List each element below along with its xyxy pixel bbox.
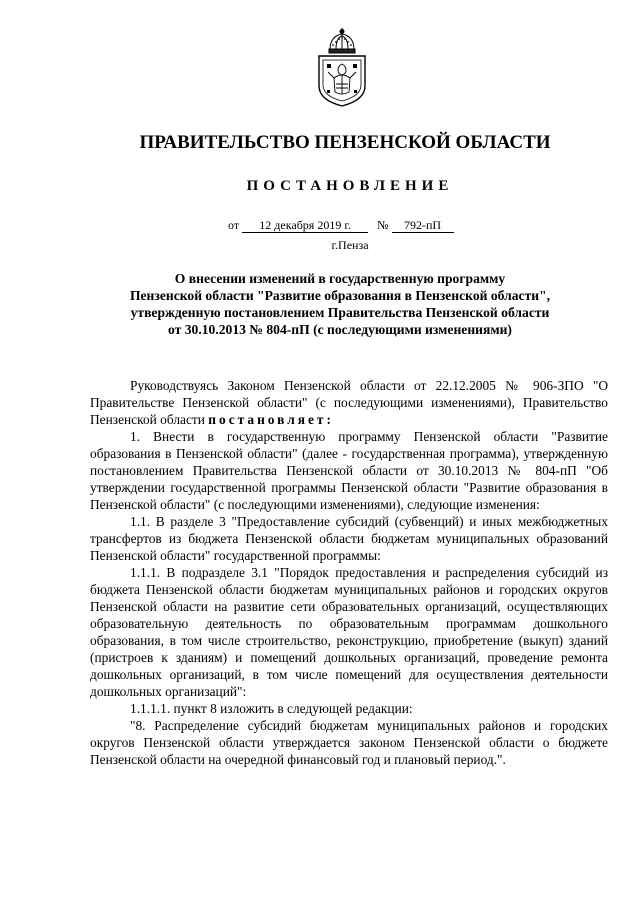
- date-prefix: от: [228, 218, 240, 232]
- title-line: утвержденную постановлением Правительства Пензенской области: [130, 305, 550, 320]
- document-city: г.Пенза: [331, 238, 369, 252]
- organization-name: ПРАВИТЕЛЬСТВО ПЕНЗЕНСКОЙ ОБЛАСТИ: [139, 132, 551, 153]
- document-body: [90, 377, 608, 768]
- number-prefix: №: [377, 218, 389, 232]
- paragraph-1-1-1: 1.1.1. В подразделе 3.1 "Порядок предоставления и распределения субсидий из бюджета Пензенской области бюджетам муниципальных районов и городских округов Пензенской области на развитие сети образовательных организаций, осуществляющих образовательную деятельность по образовательным программам дошкольного образования, в том числе строительство, реконструкцию, приобретение (выкуп) зданий (пристроев к зданиям) и помещений дошкольных организаций, проведение ремонта дошкольных организаций, в том числе помещений для осуществления деятельности дошкольных организаций":: [90, 565, 608, 699]
- document-number: 792-пП: [392, 219, 454, 233]
- resolution-keyword: постановляет:: [208, 412, 334, 427]
- paragraph-1-1: 1.1. В разделе 3 "Предоставление субсидий (субвенций) и иных межбюджетных трансфертов из бюджета Пензенской области бюджетам муниципальных образований Пензенской области" государственной программы:: [90, 514, 608, 563]
- document-type: ПОСТАНОВЛЕНИЕ: [246, 178, 454, 194]
- date-number-line: [228, 218, 454, 233]
- coat-of-arms-emblem: [316, 28, 368, 108]
- document-title: [0, 270, 640, 338]
- paragraph-1: 1. Внести в государственную программу Пензенской области "Развитие образования в Пензенской области" (далее - государственная программа), утвержденную постановлением Правительства Пензенской области от 30.10.2013 № 804-пП "Об утверждении государственной программы Пензенской области "Развитие образования в Пензенской области" (с последующими изменениями), следующие изменения:: [90, 429, 608, 512]
- paragraph-preamble: [90, 377, 608, 428]
- coat-of-arms-icon: [316, 28, 368, 108]
- title-line: от 30.10.2013 № 804-пП (с последующими изменениями): [168, 322, 512, 337]
- paragraph-1-1-1-1: 1.1.1.1. пункт 8 изложить в следующей редакции:: [130, 701, 413, 716]
- title-line: О внесении изменений в государственную программу: [174, 271, 506, 286]
- title-line: Пензенской области "Развитие образования в Пензенской области",: [129, 288, 551, 303]
- paragraph-point-8: "8. Распределение субсидий бюджетам муниципальных районов и городских округов Пензенской области утверждается законом Пензенской области о бюджете Пензенской области на очередной финансовый год и плановый период.".: [90, 718, 608, 767]
- document-date: 12 декабря 2019 г.: [242, 219, 368, 233]
- preamble-text: Руководствуясь Законом Пензенской области от 22.12.2005 № 906-ЗПО "О Правительстве Пензенской области" (с последующими изменениями), Правительство Пензенской области: [90, 378, 608, 427]
